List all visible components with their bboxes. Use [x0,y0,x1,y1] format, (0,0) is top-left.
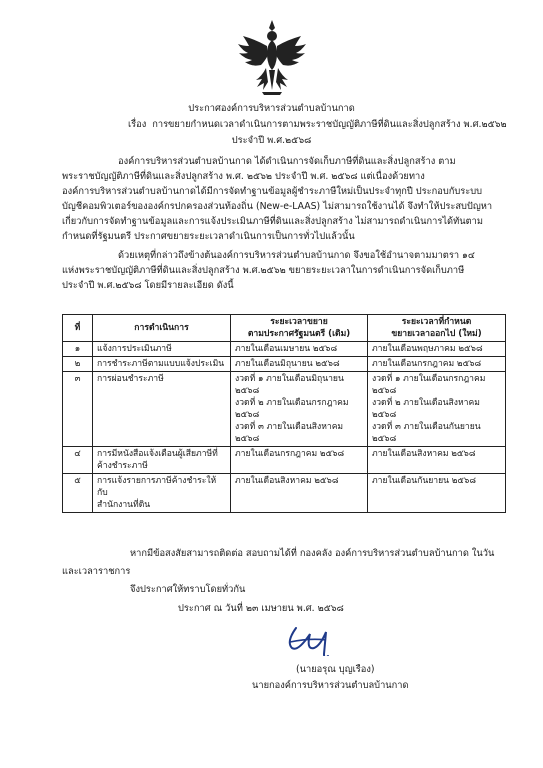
cell-new-period-line: ภายในเดือนกันยายน ๒๕๖๘ [372,476,476,486]
cell-old-period [231,447,368,474]
cell-new-period [368,474,506,513]
table-header-row [63,315,506,342]
date-line: ประกาศ ณ วันที่ ๒๓ เมษายน พ.ศ. ๒๕๖๘ [178,603,344,614]
contact-line: หากมีข้อสงสัยสามารถติดต่อ สอบถามได้ที่ กองคลัง องค์การบริหารส่วนตำบลบ้านกาด ในวัน [130,548,495,559]
paragraph-1-line: องค์การบริหารส่วนตำบลบ้านกาด ได้ดำเนินการจัดเก็บภาษีที่ดินและสิ่งปลูกสร้าง ตาม [118,156,456,167]
cell-old-period-line: งวดที่ ๓ ภายในเดือนสิงหาคม [235,422,344,432]
announcement-title: ประกาศองค์การบริหารส่วนตำบลบ้านกาด [188,103,355,114]
cell-new-period-line: งวดที่ ๑ ภายในเดือนกรกฎาคม [372,374,486,384]
cell-action [93,342,231,357]
cell-new-period [368,447,506,474]
subject-text: การขยายกำหนดเวลาดำเนินการตามพระราชบัญญัติภาษีที่ดินและสิ่งปลูกสร้าง พ.ศ.๒๕๖๒ [152,119,507,130]
cell-no: ๑ [63,342,93,357]
cell-old-period [231,474,368,513]
header-old-line: ตามประกาศรัฐมนตรี (เดิม) [247,329,351,339]
cell-action [93,447,231,474]
cell-old-period-line: งวดที่ ๑ ภายในเดือนมิถุนายน [235,374,344,384]
table-row [63,357,506,372]
cell-new-period [368,372,506,447]
cell-new-period [368,342,506,357]
notice-line: จึงประกาศให้ทราบโดยทั่วกัน [130,584,246,595]
cell-action-line: การแจ้งรายการภาษีค้างชำระให้กับ [97,476,217,498]
paragraph-2-line: ประจำปี พ.ศ.๒๕๖๘ โดยมีรายละเอียด ดังนี้ [62,280,234,291]
cell-old-period-line: ๒๕๖๘ [235,410,260,420]
cell-old-period [231,357,368,372]
signer-name: (นายอรุณ บุญเรือง) [296,664,375,675]
cell-action-line: แจ้งการประเมินภาษี [97,344,172,354]
cell-new-period-line: ภายในเดือนพฤษภาคม ๒๕๖๘ [372,344,483,354]
cell-no: ๕ [63,474,93,513]
cell-no: ๒ [63,357,93,372]
header-new-line: ระยะเวลาที่กำหนด [401,317,472,327]
cell-old-period-line: ภายในเดือนมิถุนายน ๒๕๖๘ [235,359,340,369]
cell-old-period-line: ภายในเดือนสิงหาคม ๒๕๖๘ [235,476,339,486]
cell-action-line: การมีหนังสือแจ้งเตือนผู้เสียภาษีที่ [97,449,218,459]
cell-no: ๔ [63,447,93,474]
year-line: ประจำปี พ.ศ.๒๕๖๘ [231,135,312,146]
header-no: ที่ [63,315,93,342]
table-row [63,342,506,357]
header-old-line: ระยะเวลาขยาย [270,317,328,327]
header-new-line: ขยายเวลาออกไป (ใหม่) [391,329,482,339]
paragraph-1-line: เกี่ยวกับการจัดทำฐานข้อมูลและการแจ้งประเมินภาษีที่ดินและสิ่งปลูกสร้าง ไม่สามารถดำเนินการได้ทันตาม [62,216,483,227]
subject-label: เรื่อง [128,119,147,130]
contact-line: และเวลาราชการ [62,566,131,577]
paragraph-2-line: แห่งพระราชบัญญัติภาษีที่ดินและสิ่งปลูกสร้าง พ.ศ.๒๕๖๒ ขยายระยะเวลาในการดำเนินการจัดเก็บภาษี [62,265,465,276]
paragraph-1-line: บัญชีคอมพิวเตอร์ขององค์กรปกครองส่วนท้องถิ่น (New-e-LAAS) ไม่สามารถใช้งานได้ จึงทำให้ประสบปัญหา [62,201,493,212]
cell-old-period-line: ภายในเดือนเมษายน ๒๕๖๘ [235,344,338,354]
cell-action-line: สำนักงานที่ดิน [97,500,151,510]
cell-action-line: ค้างชำระภาษี [97,461,148,471]
cell-action [93,357,231,372]
cell-old-period-line: ภายในเดือนกรกฎาคม ๒๕๖๘ [235,449,345,459]
schedule-table [62,314,506,513]
cell-old-period-line: ๒๕๖๘ [235,434,260,444]
table-row [63,474,506,513]
cell-new-period-line: งวดที่ ๒ ภายในเดือนสิงหาคม [372,398,480,408]
subject-line [128,119,507,131]
cell-new-period-line: ภายในเดือนสิงหาคม ๒๕๖๘ [372,449,476,459]
header-new-period [368,315,506,342]
cell-new-period-line: ภายในเดือนกรกฎาคม ๒๕๖๘ [372,359,482,369]
paragraph-1-line: พระราชบัญญัติภาษีที่ดินและสิ่งปลูกสร้าง พ.ศ. ๒๕๖๒ ประจำปี พ.ศ. ๒๕๖๘ แต่เนื่องด้วยทาง [62,171,425,182]
header-old-period [231,315,368,342]
table-body [63,342,506,513]
cell-action-line: การผ่อนชำระภาษี [97,374,164,384]
cell-old-period [231,342,368,357]
paragraph-2-line: ด้วยเหตุที่กล่าวถึงข้างต้นองค์การบริหารส่วนตำบลบ้านกาด จึงขอใช้อำนาจตามมาตรา ๑๔ [118,250,475,261]
cell-old-period [231,372,368,447]
cell-new-period-line: ๒๕๖๘ [372,410,397,420]
signer-title: นายกองค์การบริหารส่วนตำบลบ้านกาด [252,680,409,691]
cell-new-period-line: ๒๕๖๘ [372,434,397,444]
cell-new-period-line: งวดที่ ๓ ภายในเดือนกันยายน [372,422,481,432]
cell-old-period-line: ๒๕๖๘ [235,386,260,396]
garuda-emblem-icon [236,18,308,98]
table-row [63,372,506,447]
signature-icon [282,620,352,656]
paragraph-1-line: กำหนดที่รัฐมนตรี ประกาศขยายระยะเวลาดำเนินการเป็นการทั่วไปแล้วนั้น [62,231,355,242]
paragraph-1-line: องค์การบริหารส่วนตำบลบ้านกาดได้มีการจัดทำฐานข้อมูลผู้ชำระภาษีใหม่เป็นประจำทุกปี ประกอบกับระบบ [62,186,483,197]
cell-new-period [368,357,506,372]
cell-action [93,474,231,513]
table-row [63,447,506,474]
cell-new-period-line: ๒๕๖๘ [372,386,397,396]
cell-action [93,372,231,447]
cell-old-period-line: งวดที่ ๒ ภายในเดือนกรกฎาคม [235,398,349,408]
cell-no: ๓ [63,372,93,447]
cell-action-line: การชำระภาษีตามแบบแจ้งประเมิน [97,359,225,369]
header-action: การดำเนินการ [93,315,231,342]
